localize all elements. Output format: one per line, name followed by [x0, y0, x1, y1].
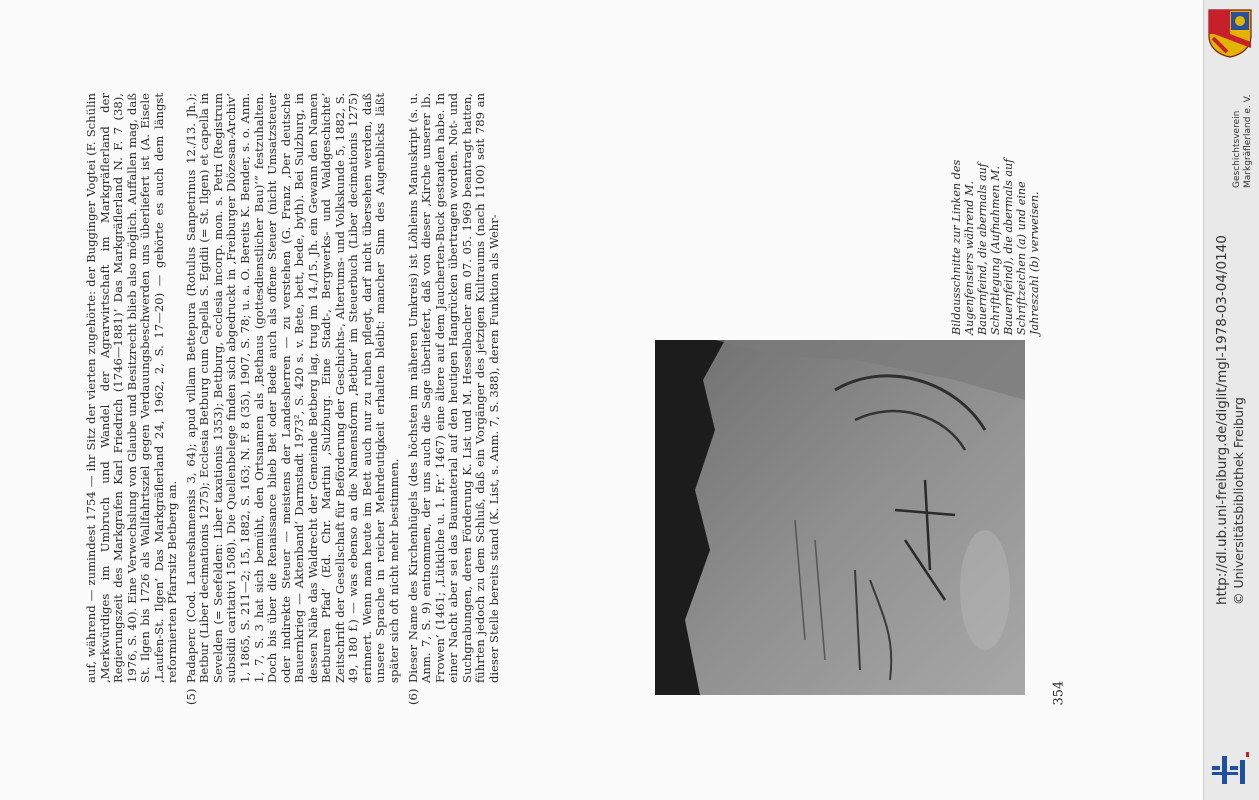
footnote-number: (6) — [405, 688, 420, 705]
society-name-text: Geschichtsverein Markgräflerland e. V. — [1232, 94, 1253, 188]
society-name — [1232, 68, 1256, 188]
university-library-logo-icon — [1210, 752, 1252, 788]
document-url-link[interactable]: http://dl.ub.uni-freiburg.de/diglit/mgl-1978-03-04/0140 — [1214, 235, 1230, 605]
main-text-block — [85, 93, 520, 705]
paragraph-continuation — [85, 93, 180, 683]
footnote-number: (5) — [183, 688, 198, 705]
paragraph-text: Padaperc (Cod. Laureshamensis 3, 64); apud villam Bettepura (Rotulus Sanpetrinus 12./13. Jh.); Betbur (Liber decimationis 1275); Ecclesia Betburg cum Capella S. Egidii (= St. Ilgen) et capella in Sevelden (= Seefelden: Liber taxationis 1353); Bettburg, ecclesia incorp. mon. s. Petri (Registrum subsidii caritativi 1508). Die Quellenbelege finden sich abgedruckt in ‚Freiburger Diözesan-Archiv‘ 1, 1865, S. 211—2; 15, 1882, S. 163; N. F. 8 (35), 1907, S. 78; u. a. O. Bereits K. Bender, s. o. Anm. 1, 7, S. 3 hat sich bemüht, den Ortsnamen als ‚Bethaus (gottesdienstlicher Bau)‘“ festzuhalten. Doch bis über die Renaissance blieb Bet oder Bede auch als offene Steuer (nicht Umsatzsteuer oder indirekte Steuer — meistens der Landesherren — zu verstehen (G. Franz ‚Der deutsche Bauernkrieg — Aktenband‘ Darmstadt 1973², S. 420 s. v. Bete, bett, bede, byth). Bei Sulzburg, in dessen Nähe das Waldrecht der Gemeinde Betberg lag, trug im 14./15. Jh. ein Gewann den Namen Betburen Pfad‘ (Ed. Chr. Martini ‚Sulzburg. Eine Stadt-, Bergwerks- und Waldgeschichte‘ Zeitschrift der Gesellschaft für Beförderung der Geschichts-, Altertums- und Volkskunde 5, 1882, S. 49, 180 f.) — was ebenso an die Namensform ‚Betbur‘ im Steuerbuch (Liber decimationis 1275) erinnert. Wenn man heute im Bett auch nur zu ruhen pflegt, darf nicht übersehen werden, daß unsere Sprache in reicher Mehrdeutigkeit erhalten bleibt: mancher Sinn des Augenblicks läßt später sich oft nicht mehr bestimmen. — [183, 93, 402, 683]
document-url-block — [1214, 205, 1248, 605]
paragraph-text: Dieser Name des Kirchenhügels (des höchsten im näheren Umkreis) ist Löhleins Manuskript (s. u. Anm. 7, S. 9) entnommen, der uns auch die Sage überliefert, daß von dieser ‚Kirche unserer lb. Frowen‘ (1461; ‚Lütkilche u. 1. Fr.‘ 1467) eine ältere auf dem Jaucherten-Buck gestanden habe. In einer Nacht aber sei das Baumaterial auf den heutigen Hangrücken übertragen worden. Not- und Suchgrabungen, deren Förderung K. List und M. Hesselbacher am 07. 05. 1969 beantragt hatten, führten jedoch zu dem Schluß, daß ein Vorgänger des jetzigen Kultraums (nach 1100) seit 789 an dieser Stelle bereits stand (K. List, s. Anm. 7, S. 388), deren Funktion als Wehr- — [405, 93, 501, 683]
caption-text: Bildausschnitte zur Linken des Augenfensters während M. Bauernfeind, die abermals auf Schriftlegung (Aufnahmen M. Bauernfeind), die abermals auf Schriftzeichen (a) und eine Jahreszahl (b) verweisen. — [950, 158, 1041, 335]
footnote-6 — [405, 93, 502, 705]
inscription-photo — [655, 340, 1025, 695]
copyright-text: © Universitätsbibliothek Freiburg — [1231, 397, 1246, 605]
paragraph-text: auf, während — zumindest 1754 — ihr Sitz der vierten zugehörte: der Bugginger Vogtei (F. Schülin ‚Merkwürdiges im Umbruch und Wandel der Agrarwirtschaft im Markgräflerland der Regierungszeit des Markgrafen Karl Friedrich (1746—1881)‘ Das Markgräflerland N. F. 7 (38), 1976, S. 40). Eine Verwechslung von Glaube und Besitzrecht blieb also möglich. Auffallen mag, daß St. Ilgen bis 1726 als Wallfahrtsziel gegen Verdauungsbeschwerden uns überliefert ist (A. Eisele ‚Laufen-St. Ilgen‘ Das Markgräflerland 24, 1962, 2, S. 17—20) — gehörte es auch dem längst reformierten Pfarrsitz Betberg an. — [84, 93, 180, 683]
footnote-5 — [183, 93, 402, 705]
page-number-text: 354 — [1051, 680, 1067, 706]
page-number — [1045, 672, 1073, 712]
society-crest-icon — [1207, 8, 1253, 58]
photo-image — [655, 340, 1025, 695]
photo-caption — [950, 125, 1041, 335]
